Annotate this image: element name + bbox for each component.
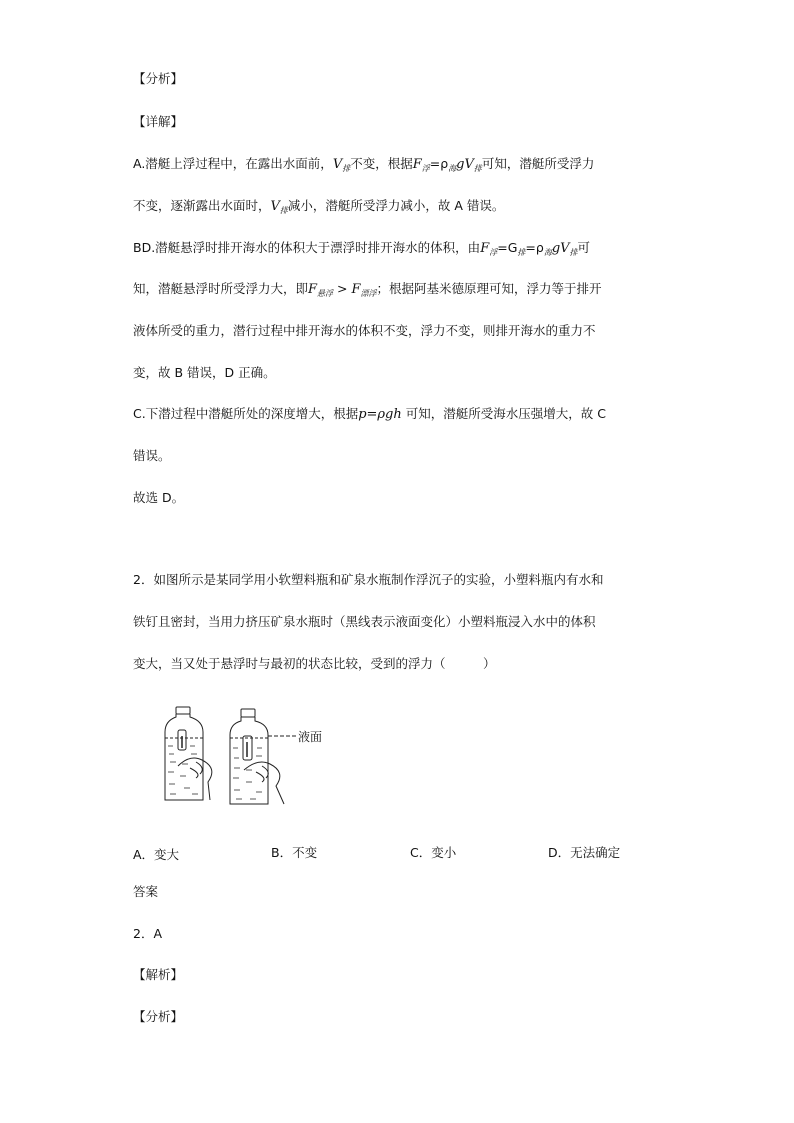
option-d[interactable]: D．无法确定 <box>548 845 621 860</box>
option-a[interactable]: A．变大 <box>133 847 180 862</box>
para-a-line1: A.潜艇上浮过程中，在露出水面前，$V_排$不变，根据$F_浮=\rho_海gV_排$可知，潜艇所受浮力 <box>133 156 595 173</box>
para-bd-line1: BD.潜艇悬浮时排开海水的体积大于漂浮时排开海水的体积，由$F_浮=G_排=\rho_海gV_排$可 <box>133 240 591 257</box>
option-c[interactable]: C．变小 <box>410 845 457 860</box>
jiexi-heading: 【解析】 <box>133 967 184 982</box>
answer-heading: 答案 <box>133 884 159 899</box>
final-choice: 故选 D。 <box>133 490 185 505</box>
detail-heading: 【详解】 <box>133 114 184 129</box>
water-hatching <box>168 746 262 799</box>
para-c-line1: C.下潜过程中潜艇所处的深度增大，根据p=ρgh 可知，潜艇所受海水压强增大，故 C <box>133 406 606 422</box>
analysis-heading-2: 【分析】 <box>133 1009 184 1024</box>
liquid-surface-label: 液面 <box>298 730 323 744</box>
option-b[interactable]: B．不变 <box>271 845 318 860</box>
bottle-figure <box>160 704 340 810</box>
hand-right <box>244 762 284 804</box>
question2-line3: 变大，当又处于悬浮时与最初的状态比较，受到的浮力（ ） <box>133 656 496 671</box>
question2-line2: 铁钉且密封，当用力挤压矿泉水瓶时（黑线表示液面变化）小塑料瓶浸入水中的体积 <box>133 614 596 629</box>
para-c-line2: 错误。 <box>133 448 171 463</box>
para-bd-line3: 液体所受的重力，潜行过程中排开海水的体积不变，浮力不变，则排开海水的重力不 <box>133 323 596 338</box>
para-a-line2: 不变，逐渐露出水面时，$V_排$减小，潜艇所受浮力减小，故 A 错误。 <box>133 198 505 215</box>
analysis-heading: 【分析】 <box>133 71 184 86</box>
para-bd-line2: 知，潜艇悬浮时所受浮力大，即$F_{悬浮} > F_{漂浮}$；根据阿基米德原理可知，浮力等于排开 <box>133 281 602 298</box>
para-bd-line4: 变，故 B 错误，D 正确。 <box>133 365 276 380</box>
bottle-left <box>165 707 203 800</box>
question2-line1: 2．如图所示是某同学用小软塑料瓶和矿泉水瓶制作浮沉子的实验，小塑料瓶内有水和 <box>133 572 604 587</box>
answer-value: 2．A <box>133 926 163 941</box>
